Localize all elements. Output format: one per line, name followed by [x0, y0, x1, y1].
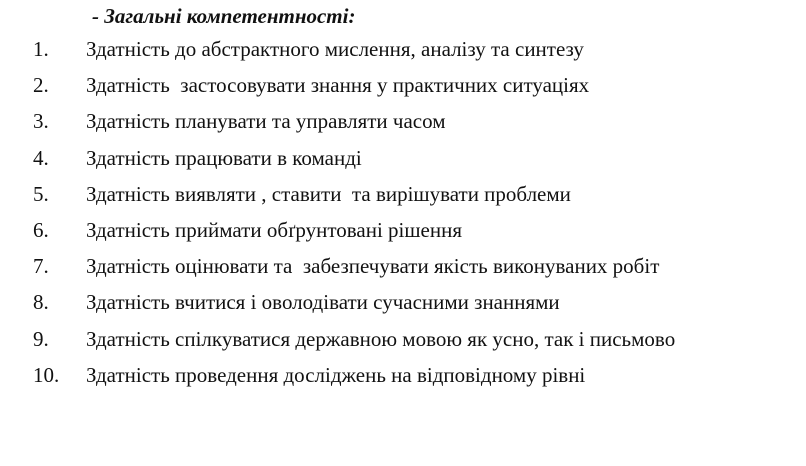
item-text: Здатність працювати в команді — [86, 145, 362, 170]
section-heading: - Загальні компетентності: — [92, 4, 356, 28]
item-number: 1. — [33, 37, 49, 61]
item-text: Здатність приймати обґрунтовані рішення — [86, 217, 463, 242]
list-item — [0, 362, 586, 398]
list-item — [0, 108, 446, 144]
item-text: Здатність до абстрактного мислення, аналізу та синтезу — [86, 37, 584, 61]
item-text: Здатність спілкуватися державною мовою як усно, так і письмово — [86, 326, 676, 351]
list-item — [0, 326, 676, 362]
item-number: 5. — [33, 181, 49, 206]
item-text: Здатність оцінювати та забезпечувати якість виконуваних робіт — [86, 254, 660, 279]
item-text: Здатність застосовувати знання у практичних ситуаціях — [86, 73, 590, 98]
competencies-list — [0, 36, 676, 398]
item-text: Здатність вчитися і оволодівати сучасними знаннями — [86, 290, 560, 315]
item-text: Здатність виявляти , ставити та вирішувати проблеми — [86, 181, 571, 206]
item-number: 9. — [33, 326, 49, 351]
item-number: 2. — [33, 73, 49, 98]
item-text: Здатність планувати та управляти часом — [86, 109, 446, 134]
item-text: Здатність проведення досліджень на відповідному рівні — [86, 362, 586, 387]
list-item — [0, 72, 590, 108]
list-item — [0, 145, 362, 181]
list-item — [0, 253, 660, 289]
list-item — [0, 36, 584, 72]
item-number: 3. — [33, 109, 49, 134]
item-number: 6. — [33, 217, 49, 242]
item-number: 4. — [33, 145, 49, 170]
list-item — [0, 217, 463, 253]
list-item — [0, 181, 571, 217]
list-item — [0, 289, 560, 325]
item-number: 7. — [33, 254, 49, 279]
item-number: 8. — [33, 290, 49, 315]
item-number: 10. — [33, 362, 60, 387]
